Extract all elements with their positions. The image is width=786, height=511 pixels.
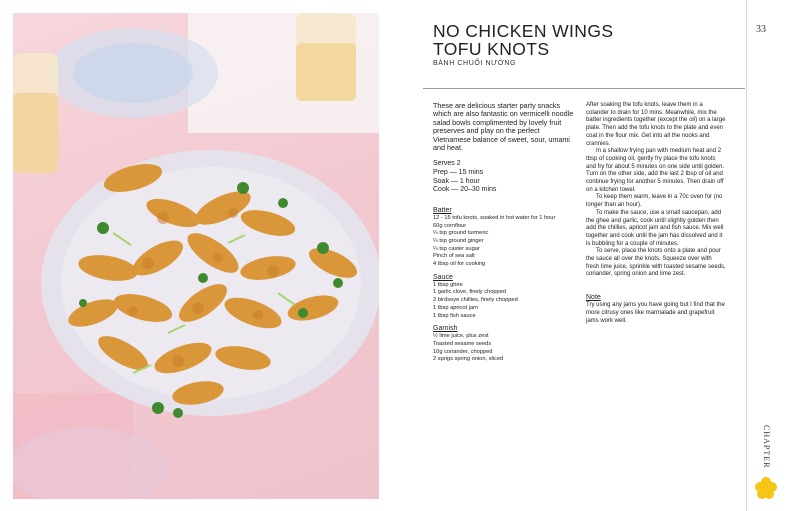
page-edge-line xyxy=(746,0,747,511)
note-text: Try using any jams you have going but I find that the more citrusy ones like marmalade and grapefruit jams work well. xyxy=(586,302,725,324)
recipe-title-line-1: NO CHICKEN WINGS xyxy=(433,21,614,41)
method-step: To make the sauce, use a small saucepan, add the ghee and garlic, cook until slightly golden then add the chillies, apricot jam and fish sauce. Mix well together and cook until the jam has dissolved and it is bubbling for a couple of minutes. xyxy=(586,209,724,247)
sauce-section xyxy=(433,273,578,321)
method-step: In a shallow frying pan with medium heat and 2 tbsp of cooking oil, gently fry place the tofu knots and fry for about 5 minutes on one side until golden. Turn on the other side, add the last 2 tbsp of oil and continue frying for another 5 minutes. Then drain off on a kitchen towel. xyxy=(586,148,725,193)
chapter-label: CHAPTER xyxy=(762,425,771,469)
method-step: To keep them warm, leave in a 70c oven for (no longer than an hour). xyxy=(586,194,723,209)
recipe-subtitle: BÁNH CHUỐI NƯỚNG xyxy=(433,60,517,67)
garnish-section xyxy=(433,324,578,364)
prep-time: Prep — 15 mins xyxy=(433,169,484,177)
ingredient-item: ¼ tsp ground ginger xyxy=(433,237,484,244)
ingredient-item: ½ lime juice, plus zest xyxy=(433,333,489,340)
ingredient-item: 1 tbsp apricot jam xyxy=(433,304,478,311)
method-step: To serve, place the knots onto a plate and pour the sauce all over the knots. Squeeze over with fresh lime juice, sprinkle with toasted sesame seeds, coriander, spring onion and lime zest. xyxy=(586,248,726,278)
ingredient-item: 60g cornflour xyxy=(433,222,467,229)
ingredient-item: 2 birdseye chillies, finely chopped xyxy=(433,297,518,304)
recipe-intro: These are delicious starter party snacks which are also fantastic on vermicelli noodle salad bowls complimented by lovely fruit preserves and play on the perfect Vietnamese balance of sweet, sour, umami and heat. xyxy=(433,101,574,153)
ingredients-column xyxy=(433,102,578,368)
flower-icon xyxy=(755,477,777,499)
ingredient-item: 1 tbsp ghee xyxy=(433,281,463,288)
title-divider xyxy=(423,88,745,89)
ingredient-item: 2 sprigs spring onion, sliced xyxy=(433,356,504,363)
ingredient-item: ¼ tsp ground turmeric xyxy=(433,230,489,237)
cook-time: Cook — 20–30 mins xyxy=(433,186,497,194)
serves-text: Serves 2 xyxy=(433,160,461,168)
ingredient-item: 10g coriander, chopped xyxy=(433,348,493,355)
recipe-title xyxy=(433,22,673,58)
sauce-title: Sauce xyxy=(433,273,453,281)
ingredient-item: Pinch of sea salt xyxy=(433,253,475,260)
page-number: 33 xyxy=(756,24,766,35)
serving-info xyxy=(433,160,578,194)
batter-section xyxy=(433,206,578,269)
ingredient-item: 1 tbsp fish sauce xyxy=(433,312,476,319)
garnish-title: Garnish xyxy=(433,325,458,333)
food-photo xyxy=(13,13,379,499)
ingredient-item: ¼ tsp caster sugar xyxy=(433,245,480,252)
ingredient-item: 1 garlic clove, finely chopped xyxy=(433,289,507,296)
tofu-knots-illustration xyxy=(13,13,379,499)
note-title: Note xyxy=(586,294,601,302)
note-section xyxy=(586,293,726,325)
soak-time: Soak — 1 hour xyxy=(433,177,480,185)
ingredient-item: 12 - 15 tofu knots, soaked in hot water for 1 hour xyxy=(433,214,556,221)
ingredient-item: 4 tbsp oil for cooking xyxy=(433,261,486,268)
ingredient-item: Toasted sesame seeds xyxy=(433,340,492,347)
recipe-title-line-2: TOFU KNOTS xyxy=(433,39,550,59)
method-steps xyxy=(586,102,726,279)
method-column xyxy=(586,102,726,325)
method-step: After soaking the tofu knots, leave them in a colander to drain for 10 mins. Meanwhile, mix the batter ingredients together (except the oil) on a large plate. Then add the tofu knots to the plate and even coat in the flour mix. Get into all the nooks and crannies. xyxy=(586,102,726,147)
batter-title: Batter xyxy=(433,206,452,214)
